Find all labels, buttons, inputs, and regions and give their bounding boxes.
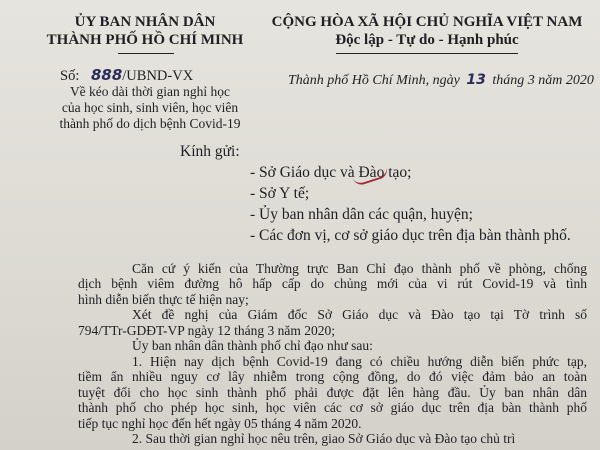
date-after: tháng 3 năm 2020 xyxy=(492,73,594,88)
issuer-underline xyxy=(118,53,174,54)
national-title: CỘNG HÒA XÃ HỘI CHỦ NGHĨA VIỆT NAM xyxy=(271,14,583,30)
national-motto: Độc lập - Tự do - Hạnh phúc xyxy=(335,32,519,48)
issuer-line1: ỦY BAN NHÂN DÂN xyxy=(74,14,216,30)
doc-number-suffix: /UBND-VX xyxy=(122,68,194,84)
doc-number xyxy=(60,66,193,85)
body-p5-partial: 2. Sau thời gian nghỉ học nêu trên, giao Sở Giáo dục và Đào tạo chủ trì xyxy=(132,431,516,446)
doc-number-prefix: Số: xyxy=(60,68,80,84)
recipient-item: - Sở Y tế; xyxy=(250,185,310,202)
body-p4-line1: 1. Hiện nay dịch bệnh Covid-19 đang có chiều hướng diễn biến phức tạp, xyxy=(132,353,587,369)
body-p4-line3: tuyệt đối cho học sinh thành phố phải được đặt lên hàng đầu. Ủy ban nhân dân xyxy=(78,384,587,400)
motto-underline xyxy=(336,53,518,54)
body-p4-line5: tiếp tục nghỉ học đến hết ngày 05 tháng 4 năm 2020. xyxy=(78,415,362,431)
date-handwritten-day: 13 xyxy=(466,72,486,88)
body-p4-line2: tiềm ẩn nhiều nguy cơ lây nhiễm trong cộng đồng, do đó việc đảm bảo an toàn xyxy=(78,369,587,385)
date-line xyxy=(288,72,594,89)
recipient-item: - Ủy ban nhân dân các quận, huyện; xyxy=(250,206,473,223)
recipient-item: - Các đơn vị, cơ sở giáo dục trên địa bàn thành phố. xyxy=(250,227,571,244)
recipient-item: - Sở Giáo dục và Đào tạo; xyxy=(250,164,412,181)
subject-line1: Về kéo dài thời gian nghỉ học xyxy=(69,84,231,99)
body-p1-line1: Căn cứ ý kiến của Thường trực Ban Chỉ đạo thành phố về phòng, chống xyxy=(132,261,587,276)
body-p2-line1: Xét đề nghị của Giám đốc Sở Giáo dục và Đào tạo tại Tờ trình số xyxy=(132,307,587,323)
body-p4-line4: thành phố cho phép học sinh, học viên các cơ sở giáo dục trên địa bàn thành phố xyxy=(78,400,587,416)
body-p2-line2: 794/TTr-GDĐT-VP ngày 12 tháng 3 năm 2020; xyxy=(78,322,335,338)
body-p1-line3: hình diễn biến thực tế hiện nay; xyxy=(78,291,249,307)
issuer-line2: THÀNH PHỐ HỒ CHÍ MINH xyxy=(46,32,244,48)
date-before: Thành phố Hồ Chí Minh, ngày xyxy=(288,73,460,88)
recipients-label: Kính gửi: xyxy=(180,143,240,160)
doc-number-handwritten: 888 xyxy=(90,66,123,84)
body-p3: Ủy ban nhân dân thành phố chỉ đạo như sau: xyxy=(132,338,373,354)
subject-line2: của học sinh, sinh viên, học viên xyxy=(61,100,239,115)
body-p1-line2: dịch bệnh viêm đường hô hấp cấp do chủng mới của vi rút Covid-19 và tình xyxy=(78,276,587,292)
subject-line3: thành phố do dịch bệnh Covid-19 xyxy=(59,116,241,131)
